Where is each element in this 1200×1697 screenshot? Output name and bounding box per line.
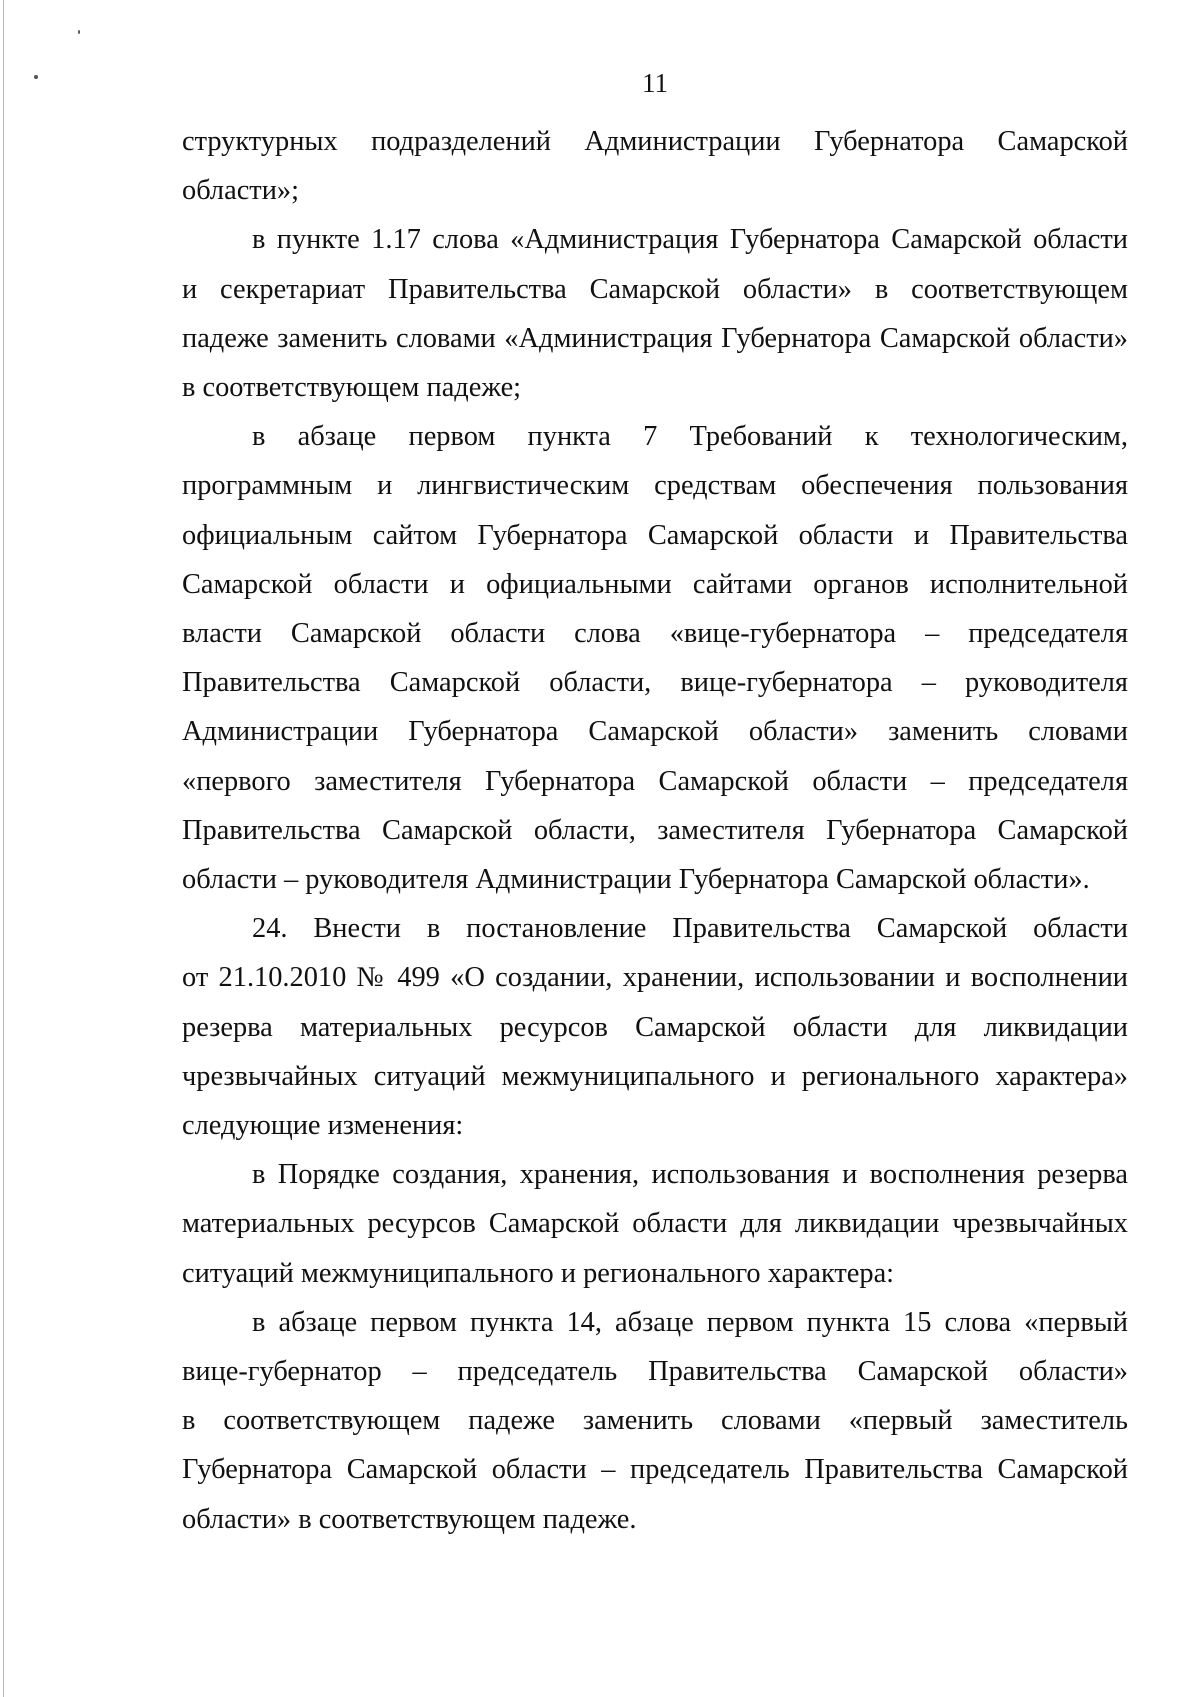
text-line: в соответствующем падеже;: [182, 372, 522, 404]
text-line: материальных ресурсов Самарской области для ликвидации чрезвычайных: [182, 1208, 1128, 1240]
text-line: Правительства Самарской области, вице-губернатора – руководителя: [182, 667, 1128, 699]
text-line: области – руководителя Администрации Губернатора Самарской области».: [182, 864, 1090, 896]
text-line: падеже заменить словами «Администрация Губернатора Самарской области»: [182, 322, 1128, 354]
text-line: следующие изменения:: [182, 1110, 464, 1142]
paragraph: [182, 215, 1128, 412]
text-line: 24. Внести в постановление Правительства Самарской области: [252, 913, 1128, 945]
scan-edge-line: [3, 0, 4, 1697]
text-line: Правительства Самарской области, заместителя Губернатора Самарской: [182, 814, 1128, 846]
paragraph: [182, 1298, 1128, 1544]
text-line: «первого заместителя Губернатора Самарской области – председателя: [182, 765, 1128, 797]
text-line: программным и лингвистическим средствам обеспечения пользования: [182, 470, 1128, 502]
page-number: 11: [642, 68, 668, 98]
text-line: области»;: [182, 175, 299, 207]
scan-speck: [78, 30, 80, 34]
text-line: вице-губернатор – председатель Правительства Самарской области»: [182, 1356, 1128, 1388]
paragraph: [182, 412, 1128, 904]
text-line: в Порядке создания, хранения, использования и восполнения резерва: [252, 1159, 1128, 1191]
text-line: Губернатора Самарской области – председатель Правительства Самарской: [182, 1454, 1128, 1486]
text-line: чрезвычайных ситуаций межмуниципального и регионального характера»: [182, 1060, 1128, 1092]
text-line: и секретариат Правительства Самарской области» в соответствующем: [182, 273, 1128, 305]
text-line: в соответствующем падеже заменить словами «первый заместитель: [182, 1405, 1128, 1437]
text-line: ситуаций межмуниципального и регионального характера:: [182, 1257, 895, 1289]
text-line: Администрации Губернатора Самарской области» заменить словами: [182, 716, 1128, 748]
text-line: в абзаце первом пункта 7 Требований к технологическим,: [252, 421, 1128, 453]
text-line: в абзаце первом пункта 14, абзаце первом пункта 15 слова «первый: [252, 1306, 1128, 1338]
paragraph: [182, 904, 1128, 1150]
text-line: в пункте 1.17 слова «Администрация Губернатора Самарской области: [252, 224, 1128, 256]
text-line: от 21.10.2010 № 499 «О создании, хранении, использовании и восполнении: [182, 962, 1128, 994]
paragraph: [182, 1150, 1128, 1298]
text-line: резерва материальных ресурсов Самарской области для ликвидации: [182, 1011, 1128, 1043]
paragraph: [182, 117, 1128, 215]
text-line: власти Самарской области слова «вице-губернатора – председателя: [182, 618, 1128, 650]
document-body: [182, 117, 1128, 1544]
text-line: структурных подразделений Администрации Губернатора Самарской: [182, 126, 1128, 157]
text-line: официальным сайтом Губернатора Самарской области и Правительства: [182, 519, 1128, 551]
text-line: Самарской области и официальными сайтами органов исполнительной: [182, 568, 1128, 600]
text-line: области» в соответствующем падеже.: [182, 1503, 637, 1535]
